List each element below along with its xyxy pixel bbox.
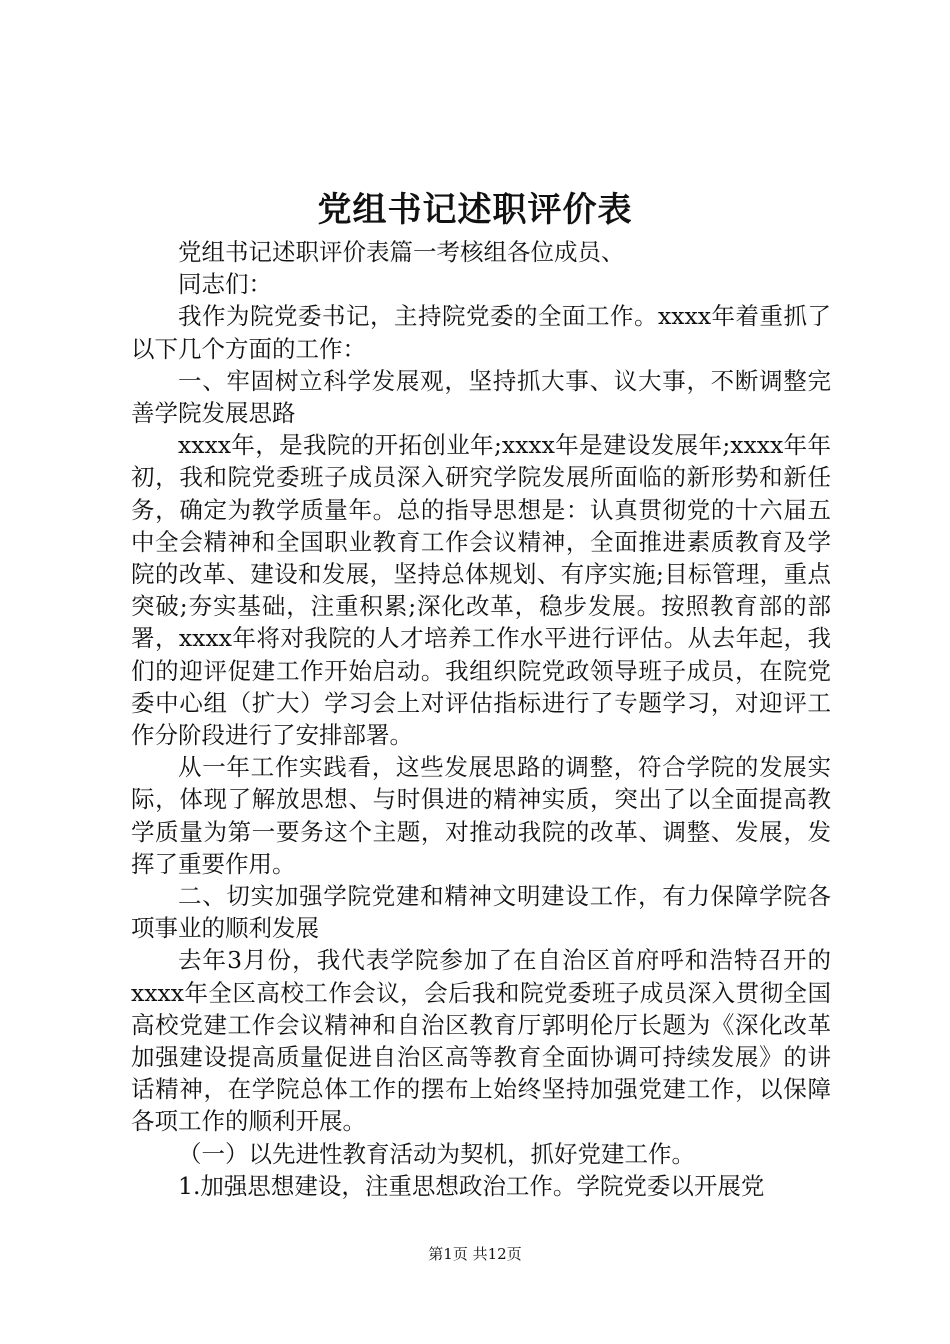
paragraph: 从一年工作实践看，这些发展思路的调整，符合学院的发展实际，体现了解放思想、与时俱进的精神实质，突出了以全面提高教学质量为第一要务这个主题，对推动我院的改革、调整、发展，发挥了重要作用。 xyxy=(131,753,831,878)
document-body xyxy=(131,236,831,1202)
paragraph: 1.加强思想建设，注重思想政治工作。学院党委以开展党 xyxy=(178,1171,765,1200)
paragraph: （一）以先进性教育活动为契机，抓好党建工作。 xyxy=(178,1139,695,1168)
document-title: 党组书记述职评价表 xyxy=(317,190,633,230)
paragraph: 我作为院党委书记，主持院党委的全面工作。xxxx年着重抓了以下几个方面的工作： xyxy=(131,302,831,363)
page-number-footer: 第1页 共12页 xyxy=(428,1245,522,1263)
paragraph: 同志们： xyxy=(178,270,272,299)
paragraph: xxxx年，是我院的开拓创业年;xxxx年是建设发展年;xxxx年年初，我和院党委班子成员深入研究学院发展所面临的新形势和新任务，确定为教学质量年。总的指导思想是：认真贯彻党的十六届五中全会精神和全国职业教育工作会议精神，全面推进素质教育及学院的改革、建设和发展，坚持总体规划、有序实施;目标管理，重点突破;夯实基础，注重积累;深化改革，稳步发展。按照教育部的部署，xxxx年将对我院的人才培养工作水平进行评估。从去年起，我们的迎评促建工作开始启动。我组织院党政领导班子成员，在院党委中心组（扩大）学习会上对评估指标进行了专题学习，对迎评工作分阶段进行了安排部署。 xyxy=(131,431,831,750)
paragraph: 去年3月份，我代表学院参加了在自治区首府呼和浩特召开的xxxx年全区高校工作会议，会后我和院党委班子成员深入贯彻全国高校党建工作会议精神和自治区教育厅郭明伦厅长题为《深化改革加强建设提高质量促进自治区高等教育全面协调可持续发展》的讲话精神，在学院总体工作的摆布上始终坚持加强党建工作，以保障各项工作的顺利开展。 xyxy=(131,946,831,1136)
paragraph: 一、牢固树立科学发展观，坚持抓大事、议大事，不断调整完善学院发展思路 xyxy=(131,366,831,428)
paragraph: 二、切实加强学院党建和精神文明建设工作，有力保障学院各项事业的顺利发展 xyxy=(131,882,831,943)
paragraph: 党组书记述职评价表篇一考核组各位成员、 xyxy=(178,238,625,266)
